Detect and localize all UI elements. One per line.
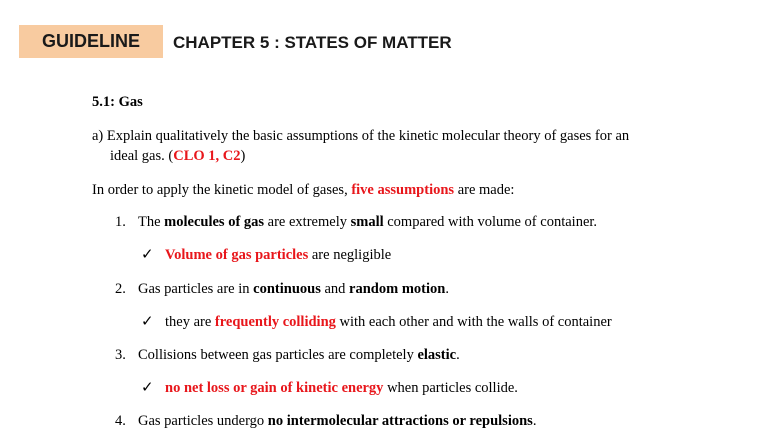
list-item: Collisions between gas particles are completely elastic. (138, 347, 460, 363)
item-number: 4. (115, 413, 126, 429)
list-item: Gas particles are in continuous and random motion. (138, 281, 449, 297)
question-line-1: a) Explain qualitatively the basic assumptions of the kinetic molecular theory of gases for an (92, 128, 630, 144)
item-number: 2. (115, 281, 126, 297)
guideline-tag: GUIDELINE (19, 25, 163, 58)
list-subpoint: no net loss or gain of kinetic energy when particles collide. (165, 380, 518, 396)
check-mark-icon: ✓ (141, 245, 154, 263)
item-number: 1. (115, 214, 126, 230)
list-subpoint: they are frequently colliding with each other and with the walls of container (165, 314, 612, 330)
check-mark-icon: ✓ (141, 378, 154, 396)
item-number: 3. (115, 347, 126, 363)
chapter-title: CHAPTER 5 : STATES OF MATTER (173, 33, 452, 52)
intro-text: In order to apply the kinetic model of gases, five assumptions are made: (92, 182, 515, 198)
clo-label: CLO 1, C2 (173, 148, 241, 164)
list-item: The molecules of gas are extremely small compared with volume of container. (138, 214, 598, 230)
list-subpoint: Volume of gas particles are negligible (165, 247, 392, 263)
section-title: 5.1: Gas (92, 94, 143, 110)
list-item: Gas particles undergo no intermolecular attractions or repulsions. (138, 413, 537, 429)
question-line-2: ideal gas. (CLO 1, C2) (110, 148, 246, 164)
check-mark-icon: ✓ (141, 312, 154, 330)
